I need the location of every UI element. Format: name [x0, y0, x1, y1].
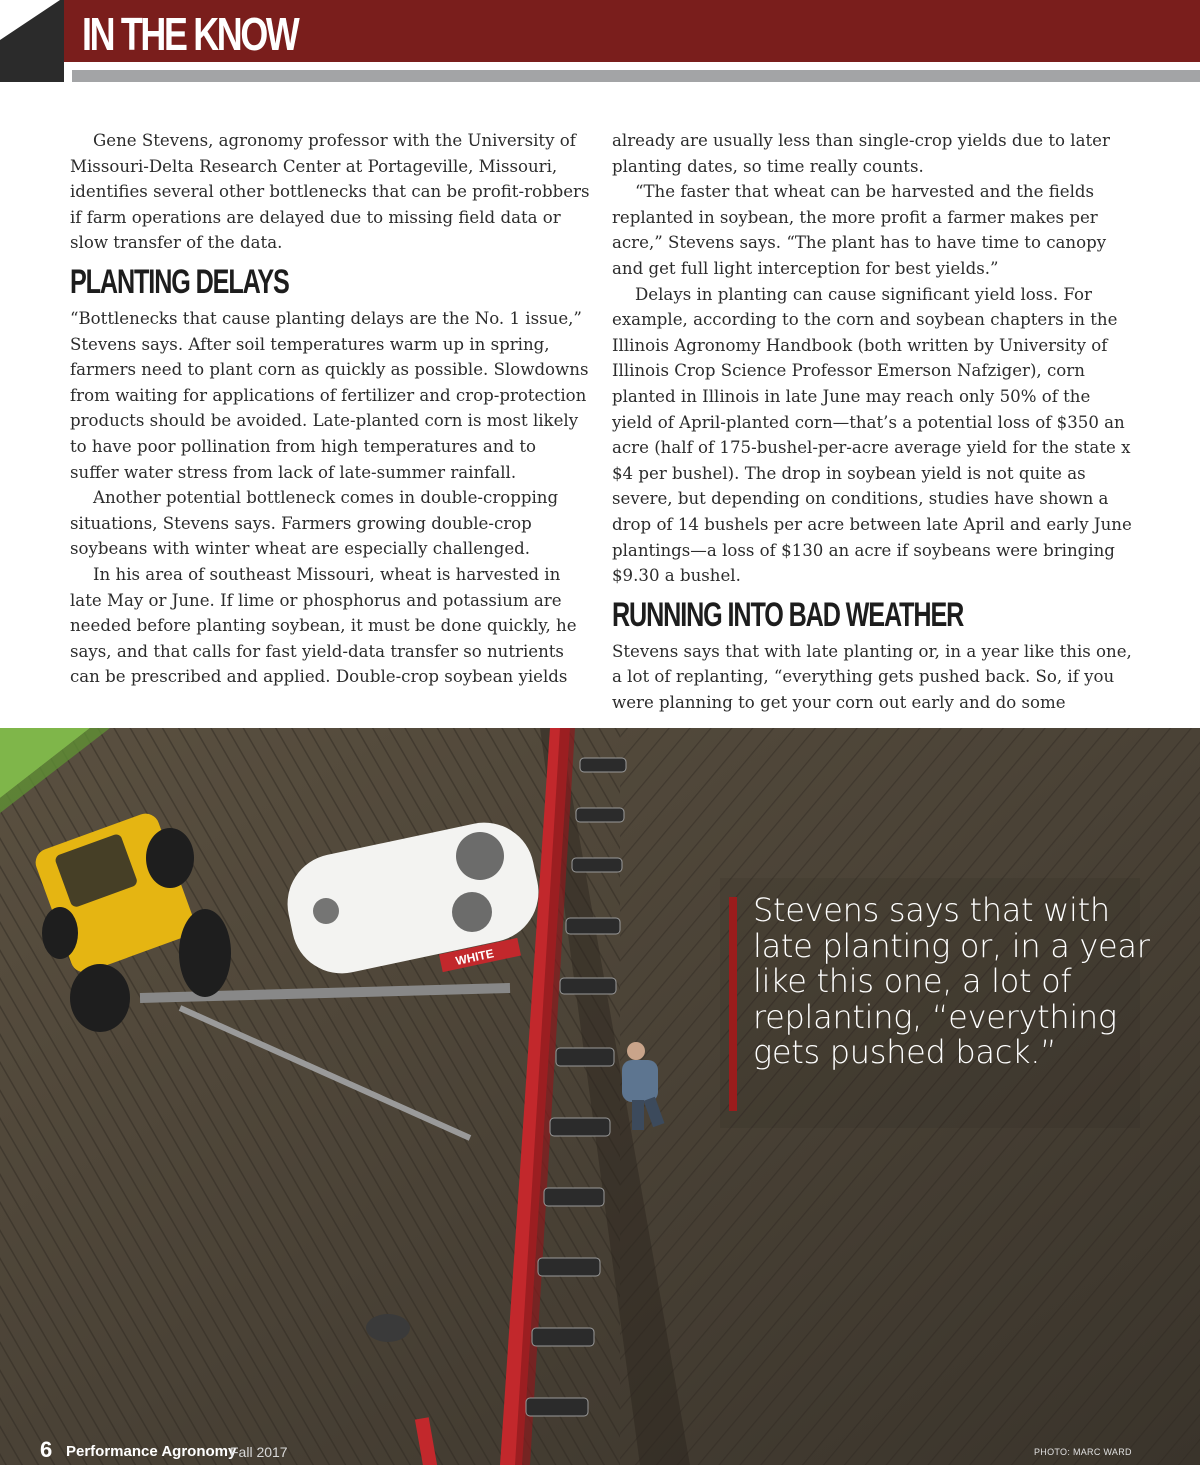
section-header-notch	[0, 0, 60, 40]
pull-quote-bar	[729, 897, 737, 1111]
article-column-left	[70, 128, 590, 690]
publication-name: Performance Agronomy	[66, 1443, 237, 1460]
photo-credit: PHOTO: MARC WARD	[1034, 1447, 1132, 1457]
planter-photo-illustration	[0, 728, 1200, 1465]
page-number: 6	[40, 1437, 53, 1462]
issue-label: Fall 2017	[230, 1444, 288, 1460]
planter-photo	[0, 728, 1200, 1465]
article-paragraph: Another potential bottleneck comes in double-cropping situations, Stevens says. Farmers growing double-crop soybeans with winter wheat are especially challenged.	[70, 488, 559, 559]
article-column-right	[612, 128, 1132, 715]
article-paragraph: Stevens says that with late planting or, in a year like this one, a lot of replanting, “everything gets pushed back. So, if you were planning to get your corn out early and do some	[612, 641, 1132, 712]
article-paragraph: “Bottlenecks that cause planting delays are the No. 1 issue,” Stevens says. After soil temperatures warm up in spring, farmers need to plant corn as quickly as possible. Slowdowns from waiting for applications of fertilizer and crop-protection products should be avoided. Late-planted corn is most likely to have poor pollination from high temperatures and to suffer water stress from lack of late-summer rainfall.	[70, 308, 589, 482]
subheading-bad-weather: RUNNING INTO BAD WEATHER	[612, 595, 964, 634]
article-paragraph: In his area of southeast Missouri, wheat is harvested in late May or June. If lime or phosphorus and potassium are needed before planting soybean, it must be done quickly, he says, and that calls for fast yield-data transfer so nutrients can be prescribed and applied. Double-crop soybean yields	[70, 564, 577, 687]
article-paragraph: already are usually less than single-crop yields due to later planting dates, so time really counts.	[612, 131, 1110, 176]
article-paragraph: “The faster that wheat can be harvested and the fields replanted in soybean, the more profit a farmer makes per acre,” Stevens says. “The plant has to have time to canopy and get full light interception for best yields.”	[612, 182, 1107, 278]
article-paragraph: Delays in planting can cause significant yield loss. For example, according to the corn and soybean chapters in the Illinois Agronomy Handbook (both written by University of Illinois Crop Science Professor Emerson Nafziger), corn planted in Illinois in late June may reach only 50% of the yield of April-planted corn—that’s a potential loss of $350 an acre (half of 175-bushel-per-acre average yield for the state x $4 per bushel). The drop in soybean yield is not quite as severe, but depending on conditions, studies have shown a drop of 14 bushels per acre between late April and early June plantings—a loss of $130 an acre if soybeans were bringing $9.30 a bushel.	[612, 284, 1132, 586]
subheading-planting-delays: PLANTING DELAYS	[70, 262, 289, 301]
article-paragraph: Gene Stevens, agronomy professor with the University of Missouri-Delta Research Center at Portageville, Missouri, identifies several other bottlenecks that can be profit-robbers if farm operations are delayed due to missing field data or slow transfer of the data.	[70, 131, 590, 253]
section-title: IN THE KNOW	[82, 8, 298, 60]
planter-brand-text: WHITE	[454, 946, 496, 969]
pull-quote: Stevens says that with late planting or, in a year like this one, a lot of replanting, “everything gets pushed back.”	[753, 891, 1150, 1071]
header-rule	[72, 70, 1200, 82]
